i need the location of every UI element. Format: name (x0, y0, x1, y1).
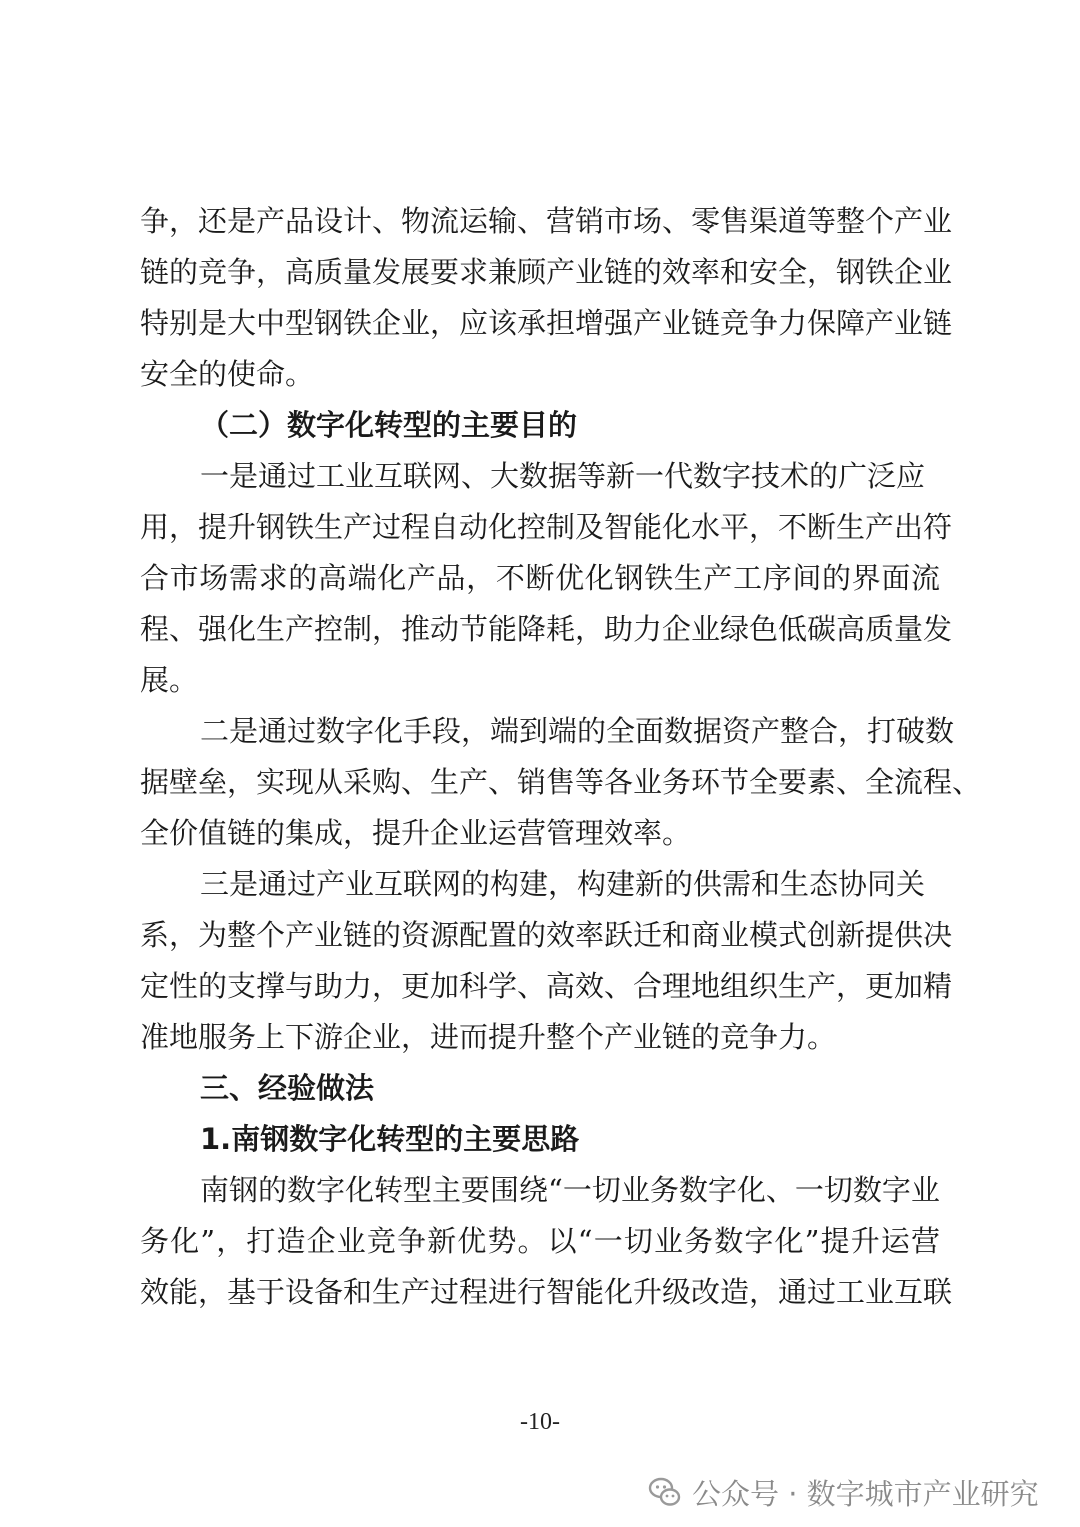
section-heading: 三、经验做法 (200, 1071, 375, 1105)
body-line: 争，还是产品设计、物流运输、营销市场、零售渠道等整个产业 (140, 204, 953, 238)
body-line: 准地服务上下游企业，进而提升整个产业链的竞争力。 (140, 1020, 837, 1054)
body-line: 系，为整个产业链的资源配置的效率跃迁和商业模式创新提供决 (140, 918, 953, 952)
page-number: -10- (520, 1409, 560, 1435)
body-line: 一是通过工业互联网、大数据等新一代数字技术的广泛应 (200, 459, 926, 493)
body-line: 三是通过产业互联网的构建，构建新的供需和生态协同关 (200, 867, 926, 901)
body-line: 程、强化生产控制，推动节能降耗，助力企业绿色低碳高质量发 (140, 612, 953, 646)
body-line: 特别是大中型钢铁企业，应该承担增强产业链竞争力保障产业链 (140, 306, 953, 340)
watermark-text: 公众号 · 数字城市产业研究 (692, 1476, 1039, 1511)
body-line: 据壁垒，实现从采购、生产、销售等各业务环节全要素、全流程、 (140, 765, 982, 799)
body-line: 合市场需求的高端化产品，不断优化钢铁生产工序间的界面流 (140, 561, 940, 595)
body-line: 南钢的数字化转型主要围绕“一切业务数字化、一切数字业 (200, 1173, 940, 1207)
body-line: 安全的使命。 (140, 357, 315, 391)
body-line: 全价值链的集成，提升企业运营管理效率。 (140, 816, 692, 850)
body-line: 务化”，打造企业竞争新优势。以“一切业务数字化”提升运营 (140, 1224, 940, 1258)
subsection-heading: （二）数字化转型的主要目的 (200, 408, 578, 442)
body-line: 二是通过数字化手段，端到端的全面数据资产整合，打破数 (200, 714, 955, 748)
body-line: 展。 (140, 663, 199, 697)
wechat-icon (648, 1475, 682, 1509)
subsection-heading: 1.南钢数字化转型的主要思路 (200, 1122, 580, 1156)
body-line: 链的竞争，高质量发展要求兼顾产业链的效率和安全，钢铁企业 (140, 255, 953, 289)
body-line: 定性的支撑与助力，更加科学、高效、合理地组织生产，更加精 (140, 969, 953, 1003)
body-line: 用，提升钢铁生产过程自动化控制及智能化水平，不断生产出符 (140, 510, 953, 544)
watermark (648, 1470, 1039, 1514)
body-line: 效能，基于设备和生产过程进行智能化升级改造，通过工业互联 (140, 1275, 953, 1309)
